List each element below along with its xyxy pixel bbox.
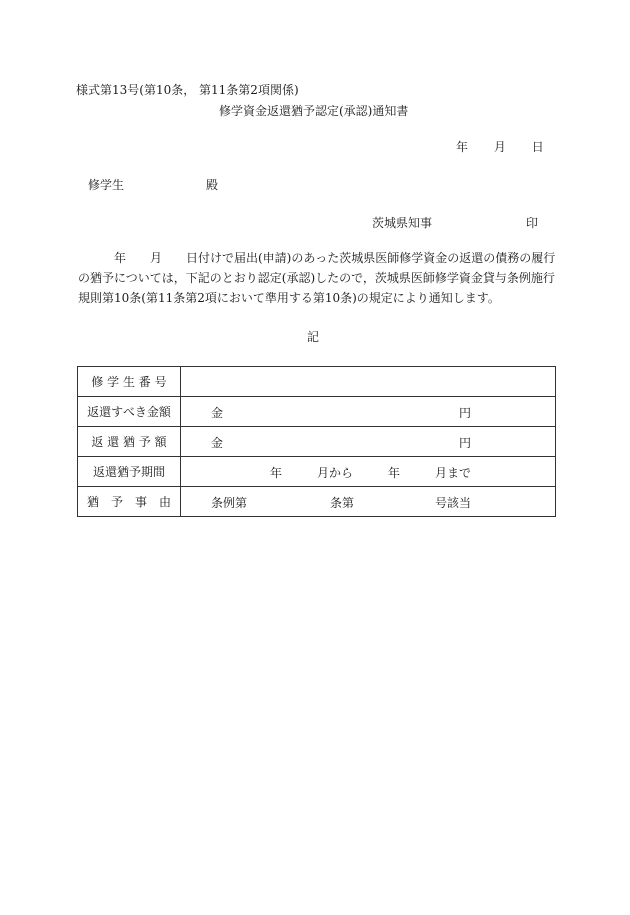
- period-end-month: 月まで: [435, 466, 472, 480]
- table-row-deferment-reason: [78, 487, 556, 517]
- body-line-3: 規則第10条(第11条第2項において準用する第10条)の規定により通知します。: [78, 291, 500, 305]
- form-number: 様式第13号(第10条， 第11条第2項関係): [76, 83, 299, 97]
- detail-table: [77, 366, 556, 517]
- reason-item-applicable: 号該当: [435, 496, 472, 510]
- body-line-1: 年 月 日付けで届出(申請)のあった茨城県医師修学資金の返還の債務の履行: [78, 251, 556, 265]
- repayment-amount-value: [181, 397, 556, 427]
- student-number-value: [181, 367, 556, 397]
- body-paragraph: [78, 248, 558, 308]
- document-title: 修学資金返還猶予認定(承認)通知書: [219, 104, 409, 118]
- deferment-period-value: [181, 457, 556, 487]
- addressee-label: 修学生: [88, 178, 125, 192]
- reason-article-number: 条第: [330, 496, 355, 510]
- deferment-amount-value: [181, 427, 556, 457]
- repayment-amount-suffix: 円: [459, 406, 472, 420]
- issuer: [372, 216, 538, 230]
- date-line: [456, 140, 544, 154]
- deferment-amount-suffix: 円: [459, 436, 472, 450]
- note-heading: 記: [307, 330, 320, 344]
- addressee-honorific: 殿: [206, 178, 219, 192]
- table-row-deferment-period: [78, 457, 556, 487]
- body-line-2: の猶予については，下記のとおり認定(承認)したので，茨城県医師修学資金貸与条例施行: [78, 271, 555, 285]
- repayment-amount-prefix: 金: [211, 406, 224, 420]
- deferment-reason-value: [181, 487, 556, 517]
- deferment-period-label: 返還猶予期間: [78, 457, 181, 487]
- period-start-month: 月から: [317, 466, 354, 480]
- deferment-reason-label: 猶 予 事 由: [78, 487, 181, 517]
- date-month: 月: [493, 140, 506, 154]
- reason-ordinance-article: 条例第: [211, 496, 248, 510]
- table-row-repayment-amount: [78, 397, 556, 427]
- issuer-name: 茨城県知事: [372, 216, 433, 230]
- period-start-year: 年: [270, 466, 283, 480]
- repayment-amount-label: 返還すべき金額: [78, 397, 181, 427]
- period-end-year: 年: [388, 466, 401, 480]
- date-day: 日: [531, 140, 544, 154]
- table-row-deferment-amount: [78, 427, 556, 457]
- date-year: 年: [456, 140, 469, 154]
- deferment-amount-label: 返 還 猶 予 額: [78, 427, 181, 457]
- student-number-label: 修 学 生 番 号: [78, 367, 181, 397]
- issuer-seal: 印: [526, 216, 539, 230]
- deferment-amount-prefix: 金: [211, 436, 224, 450]
- table-row-student-number: [78, 367, 556, 397]
- addressee: [88, 178, 218, 192]
